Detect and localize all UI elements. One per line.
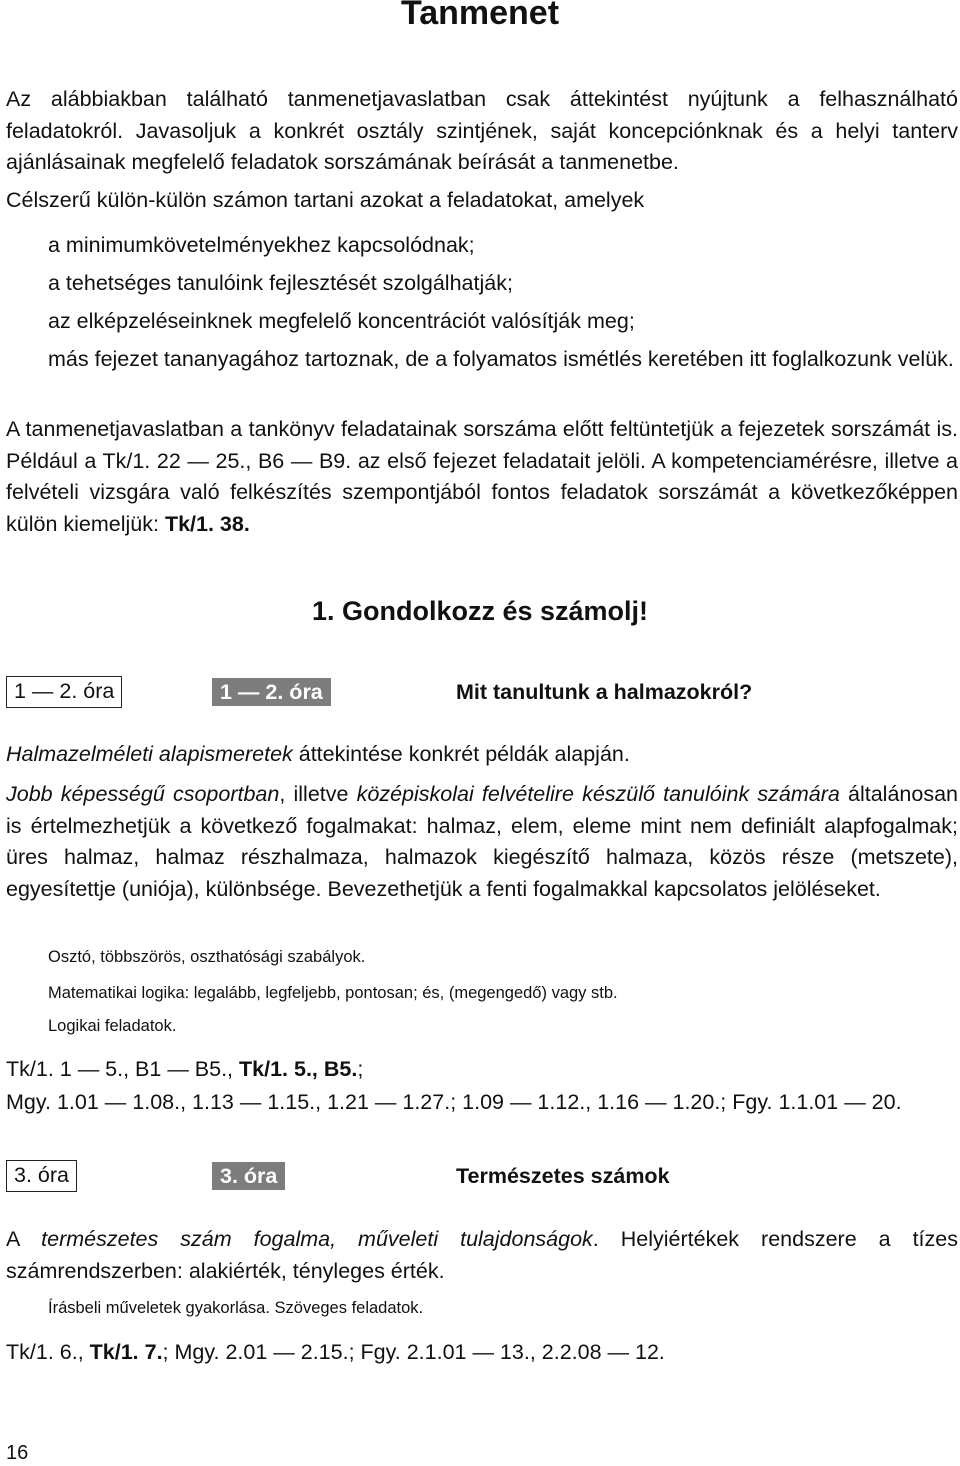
small-note: Logikai feladatok. (48, 1017, 177, 1035)
lesson-title: Mit tanultunk a halmazokról? (456, 680, 753, 704)
lesson-paragraph: Jobb képességű csoportban, illetve középiskolai felvételire készülő tanulóink számára általánosan is értelmezhetjük a következő fogalmakat: halmaz, elem, eleme mint nem definiált alapfogalmak; üres halmaz, halmaz részhalmaza, halmazok kiegészítő halmaza, közös része (metszete), egyesítettje (uniója), különbsége. Bevezethetjük a fenti fogalmakkal kapcsolatos jelöléseket. (6, 782, 958, 901)
chapter-title: 1. Gondolkozz és számolj! (311, 596, 649, 626)
topic-highlight: Halmazelméleti alapismeretek (6, 742, 293, 766)
lesson-paragraph: A természetes szám fogalma, műveleti tulajdonságok. Helyiértékek rendszere a tízes számrendszerben: alakiérték, tényleges érték. (6, 1227, 958, 1283)
page-number: 16 (6, 1442, 29, 1464)
notation-example: Tk/1. 38. (164, 511, 250, 536)
small-note: Matematikai logika: legalább, legfeljebb, pontosan; és, (megengedő) vagy stb. (48, 984, 618, 1002)
lesson-title: Természetes számok (456, 1164, 670, 1188)
small-note: Osztó, többszörös, oszthatósági szabályok. (48, 948, 366, 966)
list-item: a minimumkövetelményekhez kapcsolódnak; (48, 233, 475, 257)
lesson-number-box: 3. óra (6, 1160, 77, 1192)
small-note: Írásbeli műveletek gyakorlása. Szöveges feladatok. (48, 1299, 424, 1317)
intro-paragraph: Az alábbiakban található tanmenetjavaslatban csak áttekintést nyújtunk a felhasználható feladatokról. Javasoljuk a konkrét osztály szintjének, saját koncepciónknak és a helyi tanterv ajánlásainak megfelelő feladatok sorszámának beírását a tanmenetbe. (6, 87, 958, 174)
list-item: az elképzeléseinknek megfelelő koncentrációt valósítják meg; (48, 309, 635, 333)
lesson-number-badge: 3. óra (212, 1162, 285, 1190)
task-references: Tk/1. 1 — 5., B1 — B5., Tk/1. 5., B5.; (6, 1057, 364, 1081)
intro-notation-paragraph (6, 414, 958, 540)
lesson-number-box: 1 — 2. óra (6, 676, 122, 708)
list-item: más fejezet tananyagához tartoznak, de a folyamatos ismétlés keretében itt foglalkozunk velük. (48, 347, 954, 371)
intro-list-lead: Célszerű külön-külön számon tartani azokat a feladatokat, amelyek (6, 188, 645, 212)
notation-text: A tanmenetjavaslatban a tankönyv feladatainak sorszáma előtt feltüntetjük a fejezetek sorszámát is. Például a Tk/1. 22 — 25., B6 — B9. az első fejezet feladatait jelöli. A kompetenciamérésre, illetve a felvételi vizsgára való felkészítés szempontjából fontos feladatok sorszámát a következőképpen külön kiemeljük: (6, 417, 958, 536)
task-references: Mgy. 1.01 — 1.08., 1.13 — 1.15., 1.21 — 1.27.; 1.09 — 1.12., 1.16 — 1.20.; Fgy. 1.1.01 — 20. (6, 1090, 902, 1114)
lesson-number-badge: 1 — 2. óra (212, 678, 331, 706)
page-title: Tanmenet (400, 0, 560, 32)
lesson-intro: Halmazelméleti alapismeretek áttekintése konkrét példák alapján. (6, 742, 630, 766)
task-references: Tk/1. 6., Tk/1. 7.; Mgy. 2.01 — 2.15.; Fgy. 2.1.01 — 13., 2.2.08 — 12. (6, 1340, 665, 1364)
list-item: a tehetséges tanulóink fejlesztését szolgálhatják; (48, 271, 513, 295)
